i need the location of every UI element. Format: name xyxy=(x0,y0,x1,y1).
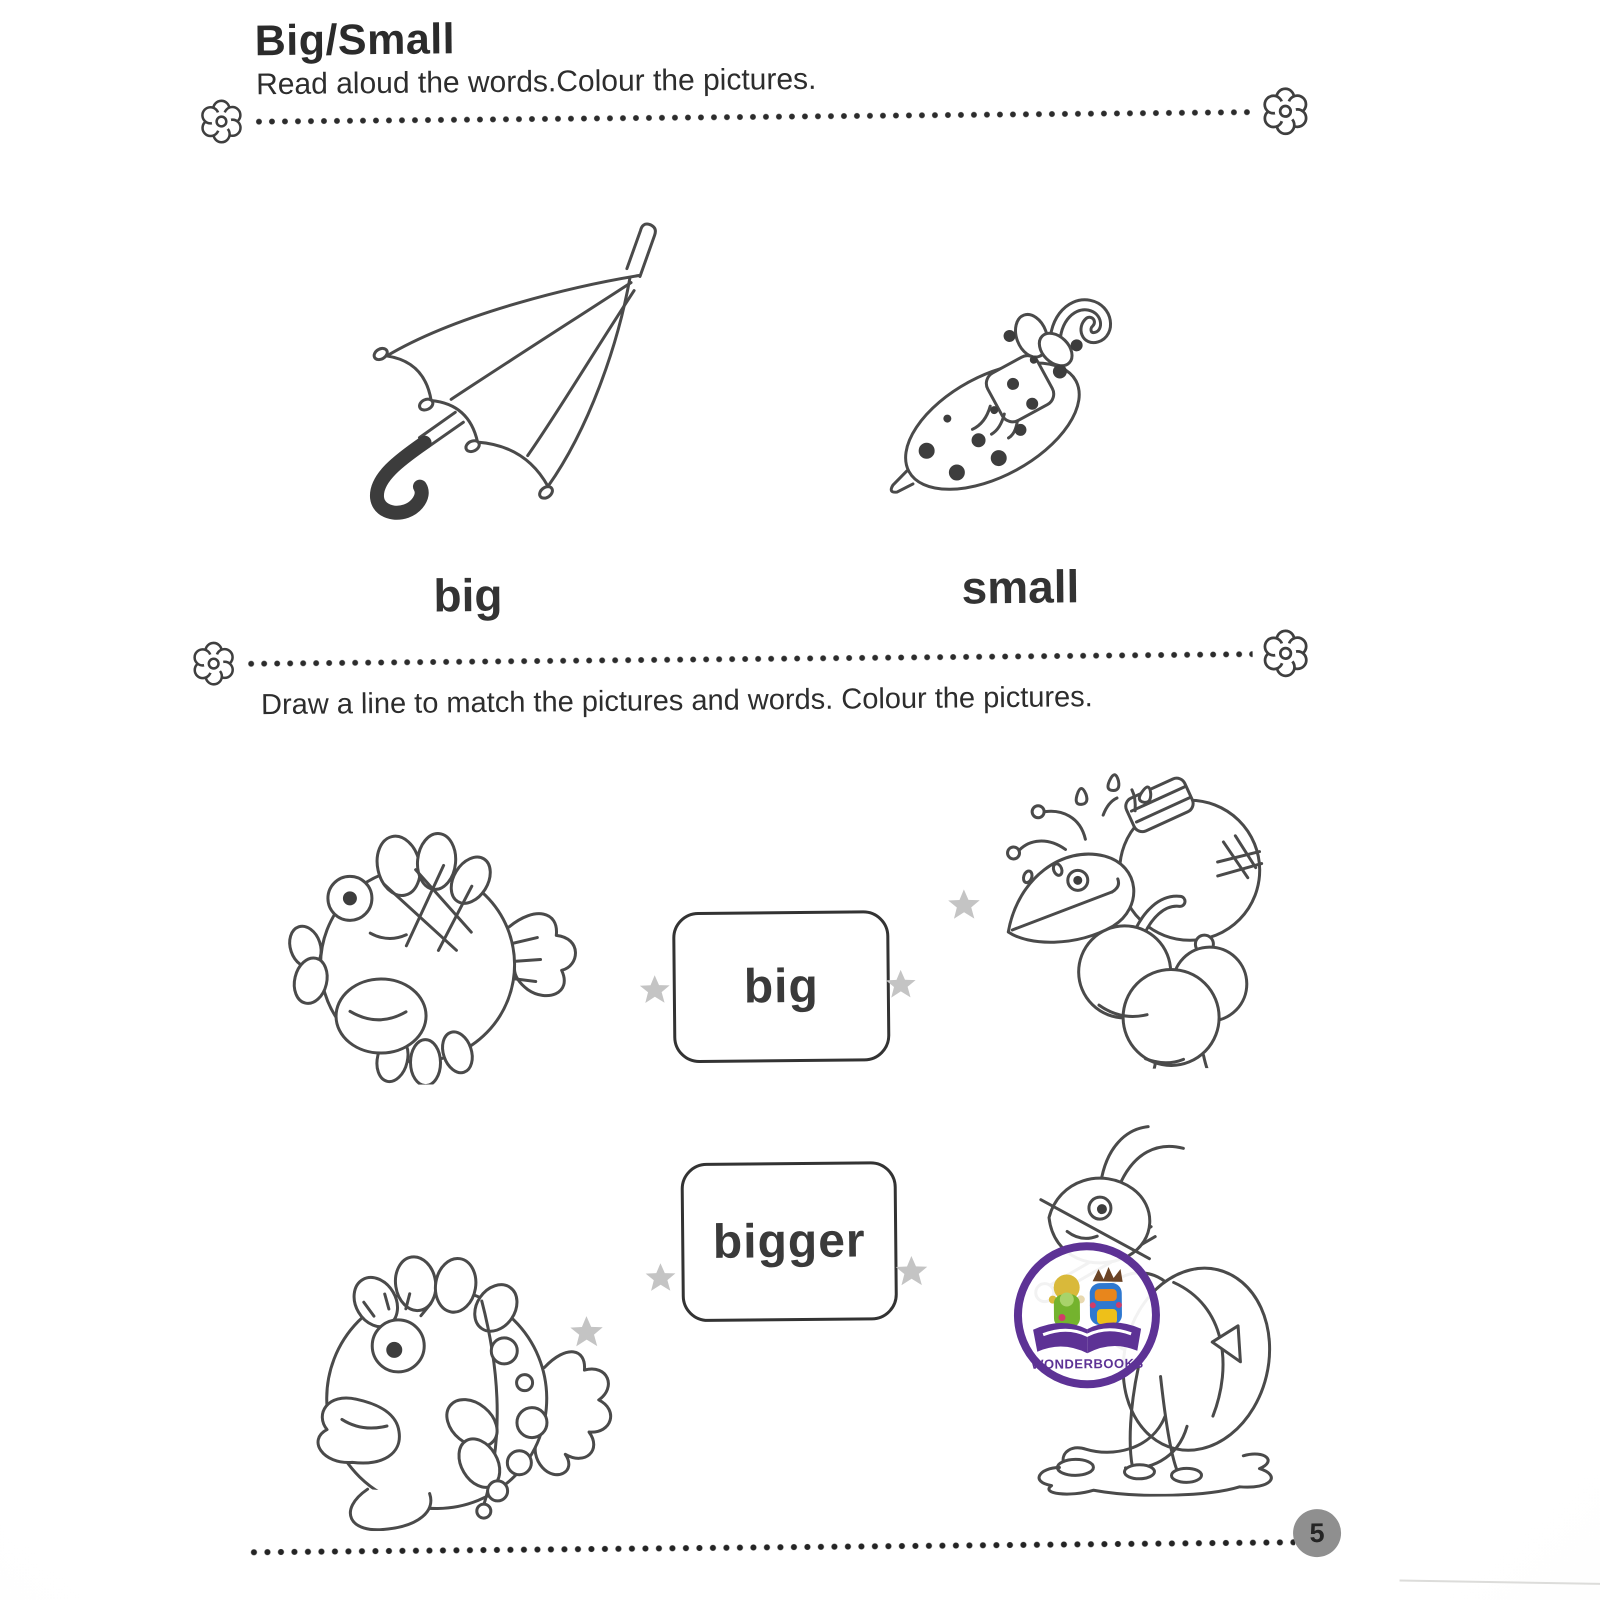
matching-instruction: Draw a line to match the pictures and words. Colour the pictures. xyxy=(260,681,1093,722)
paper-edge-line xyxy=(1400,1580,1600,1585)
word-card-bigger xyxy=(680,1161,898,1322)
flower-icon xyxy=(198,98,244,144)
dotted-line xyxy=(252,108,1252,125)
card-word: bigger xyxy=(712,1214,866,1269)
ant-illustration xyxy=(965,758,1268,1071)
page-title: Big/Small xyxy=(254,15,456,66)
divider-middle xyxy=(190,627,1310,690)
logo-text: WONDERBOOKS xyxy=(1031,1355,1144,1372)
dotted-line xyxy=(245,650,1253,667)
flower-icon xyxy=(190,640,236,686)
star-icon xyxy=(946,886,982,922)
flower-icon xyxy=(1260,628,1310,678)
umbrella-handle xyxy=(376,443,425,513)
big-umbrella-illustration xyxy=(327,204,682,525)
footer-dotted-line xyxy=(247,1538,1295,1556)
star-icon xyxy=(638,972,672,1006)
label-small: small xyxy=(961,560,1080,614)
star-icon xyxy=(893,1253,929,1289)
label-big: big xyxy=(433,568,503,622)
bigger-fish-illustration xyxy=(285,1252,616,1532)
fish-illustration xyxy=(266,808,584,1086)
flower-icon xyxy=(1260,86,1310,136)
small-umbrella-illustration xyxy=(873,287,1123,504)
page-subtitle: Read aloud the words.Colour the pictures. xyxy=(255,62,817,102)
star-icon xyxy=(643,1260,677,1294)
page-number-badge: 5 xyxy=(1293,1509,1341,1557)
wonderbooks-logo xyxy=(1008,1237,1165,1394)
star-icon xyxy=(884,967,918,1001)
card-word: big xyxy=(743,959,820,1014)
word-card-big xyxy=(672,910,890,1063)
divider-top xyxy=(198,85,1310,148)
